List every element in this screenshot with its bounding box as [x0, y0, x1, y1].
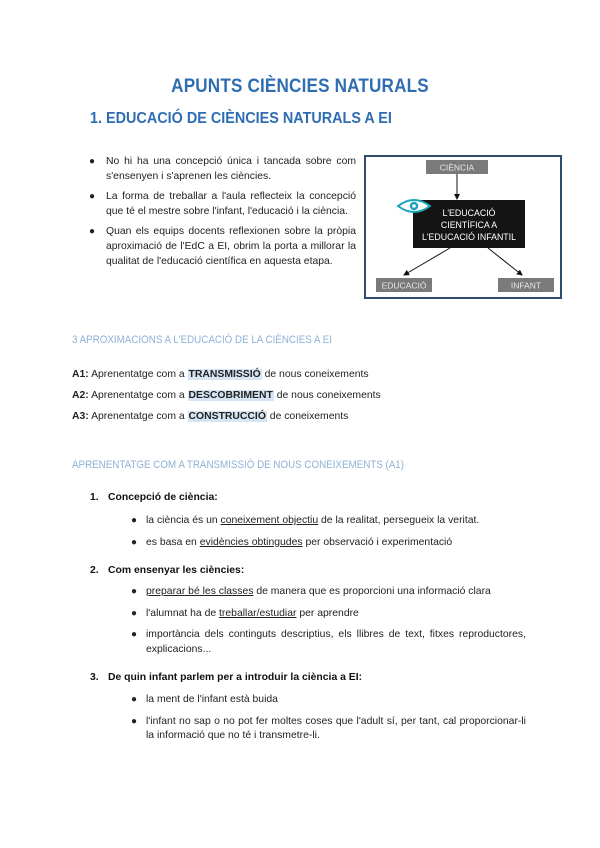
left-label: EDUCACIÓ: [381, 280, 427, 291]
highlight-keyword: TRANSMISSIÓ: [188, 369, 261, 380]
approximation-a1: A1: Aprenentatge com a TRANSMISSIÓ de nous coneixements: [72, 369, 369, 380]
approximation-a2: A2: Aprenentatge com a DESCOBRIMENT de nous coneixements: [72, 390, 381, 401]
intro-list: [84, 155, 356, 275]
section-number: 1.: [90, 110, 103, 127]
highlight-keyword: CONSTRUCCIÓ: [188, 411, 266, 422]
section-title: EDUCACIÓ DE CIÈNCIES NATURALS A EI: [106, 110, 392, 127]
right-label: INFANT: [510, 280, 542, 291]
bullet-icon: ●: [89, 156, 96, 167]
bullet-icon: ●: [89, 191, 96, 203]
subsection-list: [126, 585, 526, 664]
bullet-icon: ●: [131, 586, 138, 597]
bullet-icon: ●: [89, 226, 96, 238]
bullet-icon: ●: [131, 536, 138, 548]
subsection-list: [126, 514, 526, 557]
list-item: ● la ciència és un coneixement objectiu de la realitat, persegueix la veritat.: [126, 514, 526, 529]
top-label: CIÈNCIA: [439, 162, 475, 173]
bullet-icon: ●: [131, 694, 138, 705]
center-line-1: L'EDUCACIÓ: [442, 208, 496, 218]
arrow-right: [488, 248, 522, 275]
subsection-heading: 2. Com ensenyar les ciències:: [90, 565, 245, 576]
list-item: ● importància dels continguts descriptius, els llibres de text, fitxes reproductores, explicacions...: [131, 629, 526, 655]
list-item: ● l'infant no sap o no pot fer moltes coses que l'adult sí, per tant, cal proporcionar-li la informació que no té i transmetre-li.: [131, 715, 526, 742]
subsection-list: [126, 693, 526, 751]
approximation-a3: A3: Aprenentatge com a CONSTRUCCIÓ de coneixements: [72, 411, 349, 422]
bullet-icon: ●: [131, 515, 138, 526]
arrow-left: [404, 248, 450, 275]
center-line-3: L'EDUCACIÓ INFANTIL: [421, 232, 517, 242]
bullet-icon: ●: [131, 629, 138, 641]
center-line-2: CIENTÍFICA A: [440, 220, 498, 230]
a1-heading: APRENENTATGE COM A TRANSMISSIÓ DE NOUS CONEIXEMENTS (A1): [72, 459, 405, 471]
concept-diagram: [364, 155, 562, 299]
list-item: ● l'alumnat ha de treballar/estudiar per aprendre: [126, 607, 526, 622]
highlight-keyword: DESCOBRIMENT: [188, 390, 273, 401]
list-item: ● No hi ha una concepció única i tancada sobre com s'ensenyen i s'aprenen les ciències.: [89, 156, 356, 182]
subsection-heading: 1. Concepció de ciència:: [90, 492, 218, 503]
document-title: APUNTS CIÈNCIES NATURALS: [171, 76, 429, 97]
list-item: ● preparar bé les classes de manera que es proporcioni una informació clara: [126, 585, 526, 600]
list-item: ● es basa en evidències obtingudes per observació i experimentació: [126, 536, 526, 551]
approximations-heading: 3 APROXIMACIONS A L'EDUCACIÓ DE LA CIÈNCIES A EI: [72, 334, 332, 346]
list-item: ● la ment de l'infant està buida: [126, 693, 526, 708]
list-item: ● La forma de treballar a l'aula reflecteix la concepció que té el mestre sobre l'infant, l'educació i la ciència.: [89, 191, 356, 217]
bullet-icon: ●: [131, 607, 138, 619]
list-item: ● Quan els equips docents reflexionen sobre la pròpia aproximació de l'EdC a EI, obrim la porta a millorar la qualitat de l'educació científica en aquesta etapa.: [89, 226, 356, 267]
section-heading-1: [90, 110, 392, 128]
subsection-heading: 3. De quin infant parlem per a introduir la ciència a EI:: [90, 672, 363, 683]
bullet-icon: ●: [131, 715, 138, 727]
diagram-svg: [366, 157, 560, 297]
